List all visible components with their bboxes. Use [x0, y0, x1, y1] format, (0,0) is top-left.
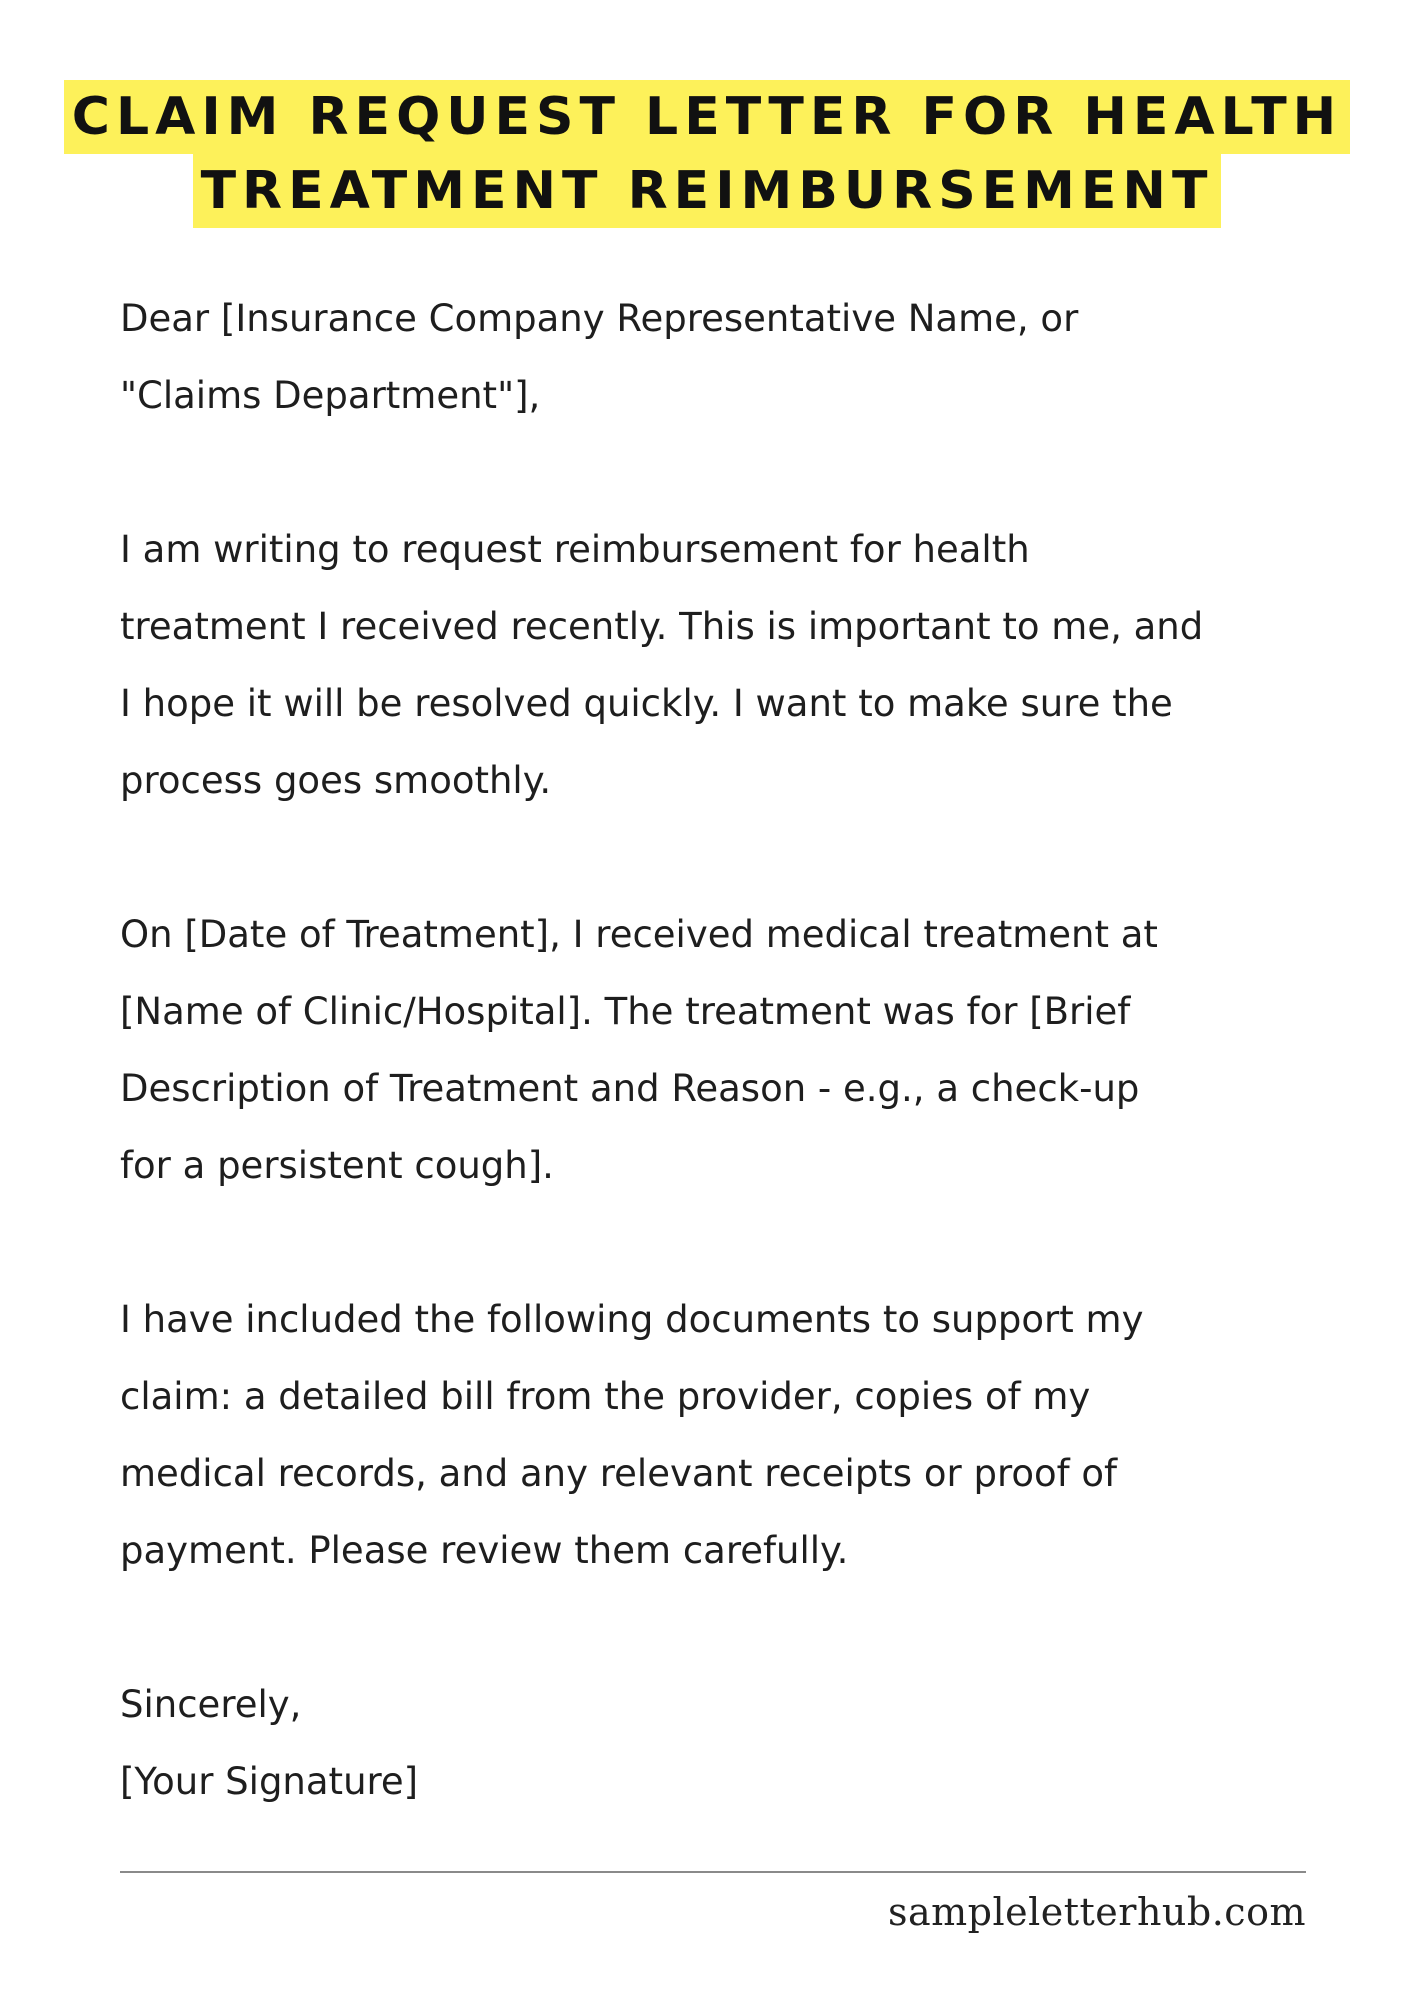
paragraph-line: claim: a detailed bill from the provider, copies of my: [120, 1375, 1091, 1418]
paragraph-documents: [120, 1281, 1360, 1589]
title-line-1: CLAIM REQUEST LETTER FOR HEALTH: [64, 80, 1350, 154]
signature-placeholder: [Your Signature]: [120, 1760, 419, 1803]
paragraph-line: I hope it will be resolved quickly. I want to make sure the: [120, 682, 1173, 725]
paragraph-line: payment. Please review them carefully.: [120, 1529, 849, 1572]
paragraph-line: treatment I received recently. This is important to me, and: [120, 605, 1204, 648]
salutation-line: "Claims Department"],: [120, 374, 541, 417]
letter-body: [120, 280, 1360, 1820]
paragraph-line: for a persistent cough].: [120, 1144, 554, 1187]
title-line-2: TREATMENT REIMBURSEMENT: [193, 154, 1222, 228]
closing-block: [120, 1666, 1360, 1820]
paragraph-line: I have included the following documents to support my: [120, 1298, 1144, 1341]
website-credit: sampleletterhub.com: [887, 1890, 1306, 1934]
paragraph-treatment-details: [120, 896, 1360, 1204]
letter-title: [0, 80, 1414, 228]
paragraph-line: process goes smoothly.: [120, 759, 552, 802]
paragraph-line: Description of Treatment and Reason - e.g., a check-up: [120, 1067, 1140, 1110]
paragraph-line: [Name of Clinic/Hospital]. The treatment was for [Brief: [120, 990, 1131, 1033]
paragraph-line: I am writing to request reimbursement for health: [120, 528, 1030, 571]
salutation-line: Dear [Insurance Company Representative Name, or: [120, 297, 1079, 340]
salutation: [120, 280, 1360, 434]
closing-text: Sincerely,: [120, 1683, 302, 1726]
paragraph-line: On [Date of Treatment], I received medical treatment at: [120, 913, 1158, 956]
paragraph-line: medical records, and any relevant receipts or proof of: [120, 1452, 1118, 1495]
paragraph-request: [120, 511, 1360, 819]
footer-divider: [120, 1871, 1306, 1873]
